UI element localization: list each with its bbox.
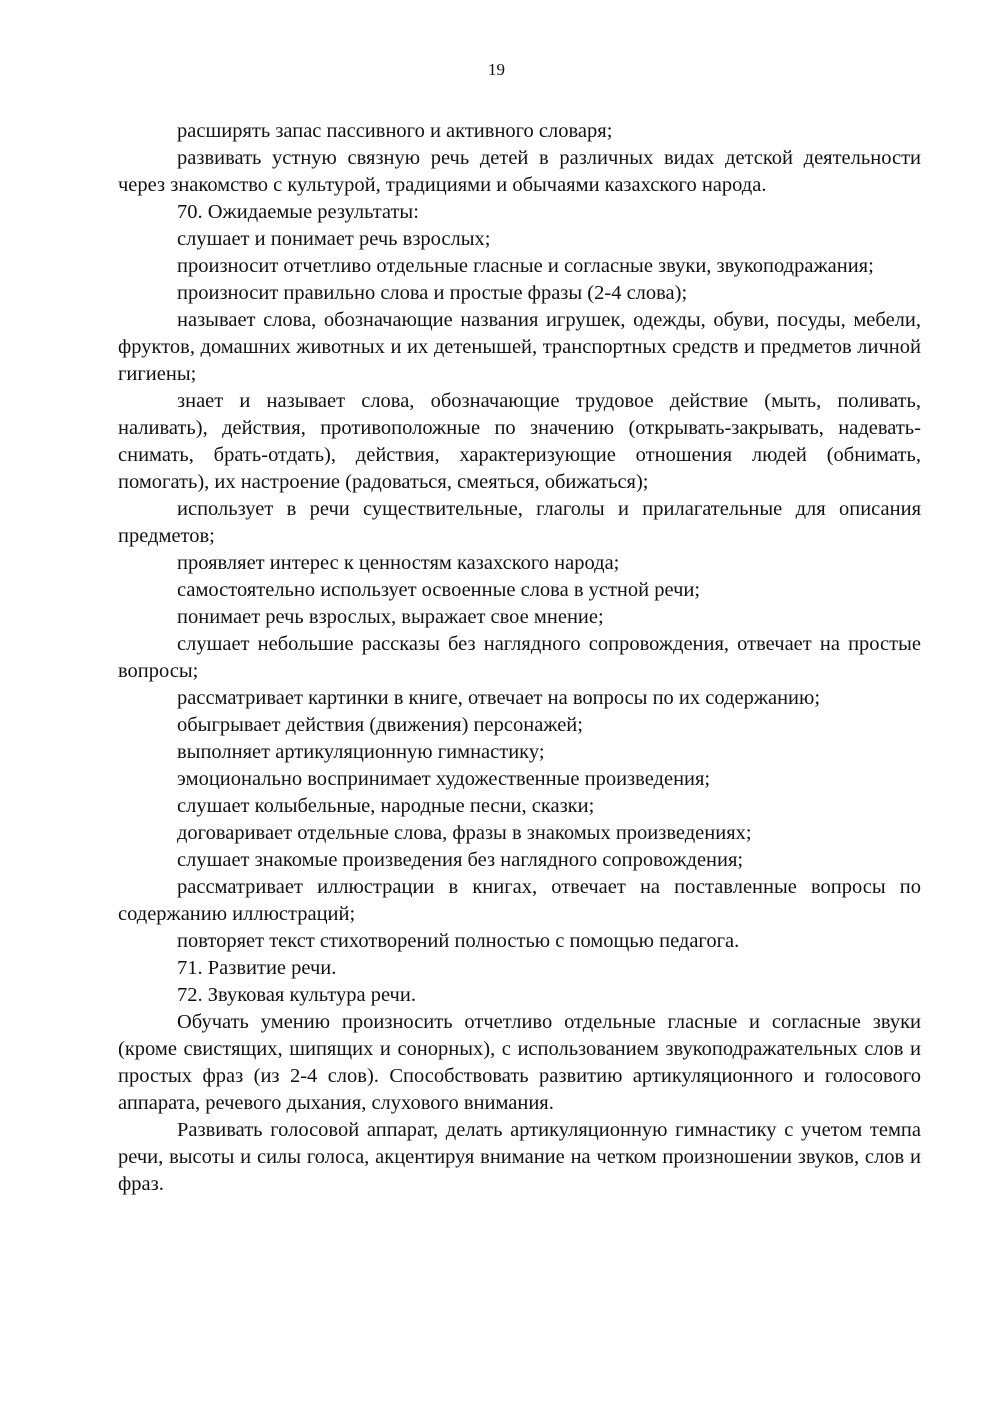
list-item: договаривает отдельные слова, фразы в знакомых произведениях; bbox=[177, 822, 752, 844]
paragraph: расширять запас пассивного и активного словаря; bbox=[177, 120, 613, 142]
list-item: обыгрывает действия (движения) персонажей; bbox=[177, 714, 583, 736]
paragraph: Обучать умению произносить отчетливо отдельные гласные и согласные звуки (кроме свистящих, шипящих и сонорных), с использованием звукоподражательных слов и простых фраз (из 2-4 слов). Способствовать развитию артикуляционного и голосового аппарата, речевого дыхания, слухового внимания. bbox=[118, 1011, 921, 1114]
list-item: понимает речь взрослых, выражает свое мнение; bbox=[177, 606, 604, 628]
list-item: слушает небольшие рассказы без наглядного сопровождения, отвечает на простые вопросы; bbox=[118, 633, 921, 682]
list-item: произносит отчетливо отдельные гласные и согласные звуки, звукоподражания; bbox=[177, 255, 874, 277]
list-item: использует в речи существительные, глаголы и прилагательные для описания предметов; bbox=[118, 498, 921, 547]
page-number: 19 bbox=[488, 60, 505, 79]
section-heading: 70. Ожидаемые результаты: bbox=[177, 201, 419, 223]
section-heading: 71. Развитие речи. bbox=[177, 957, 337, 979]
list-item: знает и называет слова, обозначающие трудовое действие (мыть, поливать, наливать), действия, противоположные по значению (открывать-закрывать, надевать-снимать, брать-отдать), действия, характеризующие отношения людей (обнимать, помогать), их настроение (радоваться, смеяться, обижаться); bbox=[118, 390, 921, 493]
list-item: проявляет интерес к ценностям казахского народа; bbox=[177, 552, 620, 574]
list-item: слушает и понимает речь взрослых; bbox=[177, 228, 491, 250]
paragraph: развивать устную связную речь детей в различных видах детской деятельности через знакомство с культурой, традициями и обычаями казахского народа. bbox=[118, 147, 921, 196]
list-item: называет слова, обозначающие названия игрушек, одежды, обуви, посуды, мебели, фруктов, домашних животных и их детенышей, транспортных средств и предметов личной гигиены; bbox=[118, 309, 921, 385]
list-item: произносит правильно слова и простые фразы (2-4 слова); bbox=[177, 282, 688, 304]
list-item: самостоятельно использует освоенные слова в устной речи; bbox=[177, 579, 701, 601]
list-item: слушает колыбельные, народные песни, сказки; bbox=[177, 795, 595, 817]
list-item: рассматривает иллюстрации в книгах, отвечает на поставленные вопросы по содержанию иллюстраций; bbox=[118, 876, 921, 925]
list-item: слушает знакомые произведения без наглядного сопровождения; bbox=[177, 849, 744, 871]
list-item: эмоционально воспринимает художественные произведения; bbox=[177, 768, 711, 790]
list-item: выполняет артикуляционную гимнастику; bbox=[177, 741, 545, 763]
paragraph: Развивать голосовой аппарат, делать артикуляционную гимнастику с учетом темпа речи, высоты и силы голоса, акцентируя внимание на четком произношении звуков, слов и фраз. bbox=[118, 1119, 921, 1195]
section-heading: 72. Звуковая культура речи. bbox=[177, 984, 416, 1006]
list-item: повторяет текст стихотворений полностью с помощью педагога. bbox=[177, 930, 740, 952]
document-body bbox=[118, 118, 921, 1198]
list-item: рассматривает картинки в книге, отвечает на вопросы по их содержанию; bbox=[177, 687, 821, 709]
